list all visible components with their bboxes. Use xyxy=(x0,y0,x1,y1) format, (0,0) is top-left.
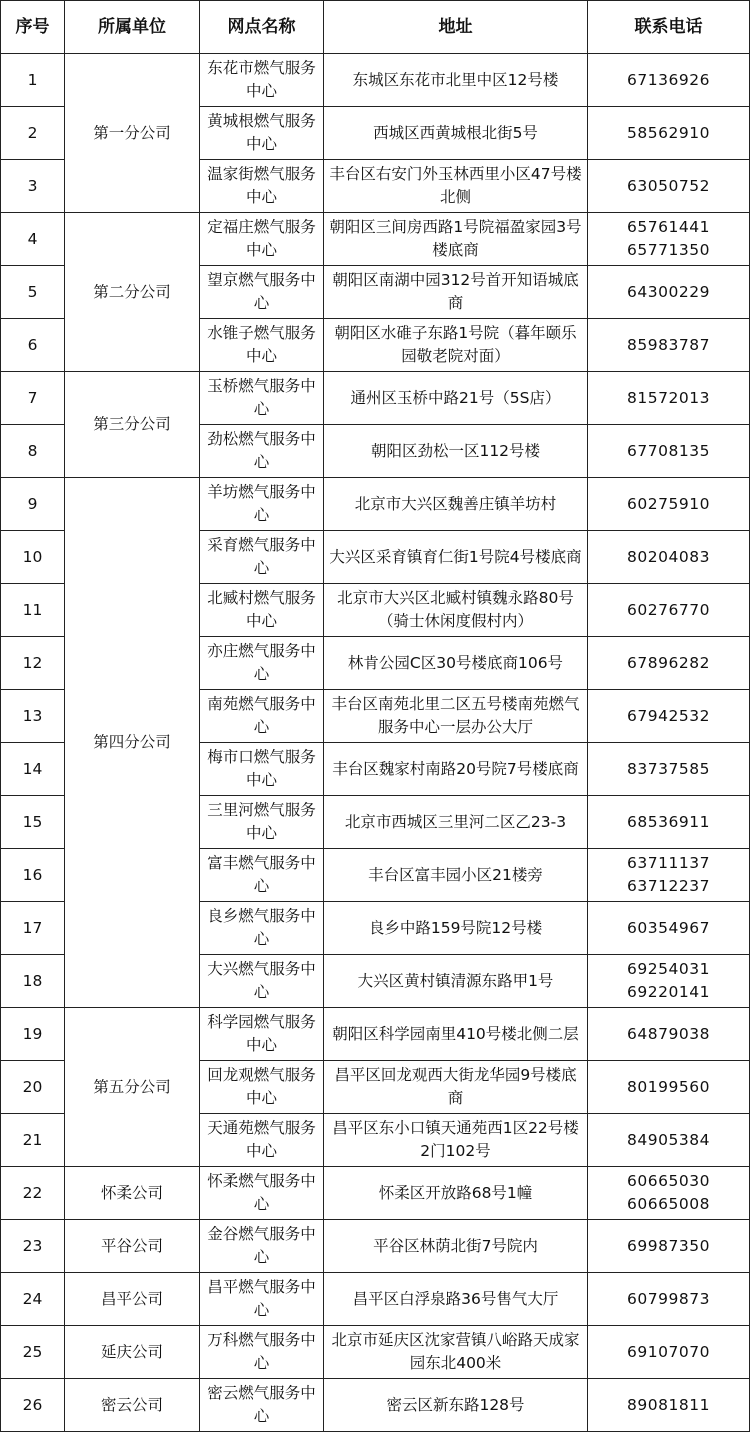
phone-number: 69107070 xyxy=(627,1342,710,1361)
row-number: 12 xyxy=(1,637,65,690)
row-number: 17 xyxy=(1,902,65,955)
center-address: 大兴区黄村镇清源东路甲1号 xyxy=(324,955,588,1008)
row-number: 14 xyxy=(1,743,65,796)
table-row xyxy=(1,1008,750,1061)
unit-name: 昌平公司 xyxy=(65,1273,200,1326)
header-name: 网点名称 xyxy=(200,1,324,54)
center-address: 林肯公园C区30号楼底商106号 xyxy=(324,637,588,690)
center-address: 朝阳区劲松一区112号楼 xyxy=(324,425,588,478)
center-address: 西城区西黄城根北街5号 xyxy=(324,107,588,160)
center-name: 梅市口燃气服务中心 xyxy=(200,743,324,796)
row-number: 5 xyxy=(1,266,65,319)
table-row xyxy=(1,213,750,266)
center-phone xyxy=(588,1114,750,1167)
table-row xyxy=(1,1273,750,1326)
center-address: 朝阳区科学园南里410号楼北侧二层 xyxy=(324,1008,588,1061)
center-address: 怀柔区开放路68号1幢 xyxy=(324,1167,588,1220)
phone-number: 64879038 xyxy=(627,1024,710,1043)
center-name: 定福庄燃气服务中心 xyxy=(200,213,324,266)
unit-name: 第四分公司 xyxy=(65,478,200,1008)
phone-number: 60799873 xyxy=(627,1289,710,1308)
center-phone xyxy=(588,1220,750,1273)
phone-number: 60665030 xyxy=(627,1172,710,1190)
row-number: 13 xyxy=(1,690,65,743)
center-name: 东花市燃气服务中心 xyxy=(200,54,324,107)
center-phone xyxy=(588,1061,750,1114)
phone-number: 67896282 xyxy=(627,653,710,672)
center-address: 朝阳区南湖中园312号首开知语城底商 xyxy=(324,266,588,319)
center-address: 丰台区南苑北里二区五号楼南苑燃气服务中心一层办公大厅 xyxy=(324,690,588,743)
table-row xyxy=(1,478,750,531)
unit-name: 第二分公司 xyxy=(65,213,200,372)
center-name: 万科燃气服务中心 xyxy=(200,1326,324,1379)
center-name: 金谷燃气服务中心 xyxy=(200,1220,324,1273)
center-address: 北京市大兴区北臧村镇魏永路80号（骑士休闲度假村内） xyxy=(324,584,588,637)
phone-number: 84905384 xyxy=(627,1130,710,1149)
header-phone: 联系电话 xyxy=(588,1,750,54)
center-phone xyxy=(588,1167,750,1220)
phone-number: 69220141 xyxy=(627,983,710,1001)
center-phone xyxy=(588,160,750,213)
center-name: 羊坊燃气服务中心 xyxy=(200,478,324,531)
row-number: 21 xyxy=(1,1114,65,1167)
unit-name: 平谷公司 xyxy=(65,1220,200,1273)
center-name: 温家街燃气服务中心 xyxy=(200,160,324,213)
table-row xyxy=(1,1326,750,1379)
phone-number: 63712237 xyxy=(627,877,710,895)
phone-number: 60665008 xyxy=(627,1195,710,1213)
unit-name: 第三分公司 xyxy=(65,372,200,478)
center-address: 密云区新东路128号 xyxy=(324,1379,588,1432)
row-number: 19 xyxy=(1,1008,65,1061)
table-row xyxy=(1,1379,750,1432)
row-number: 18 xyxy=(1,955,65,1008)
center-name: 天通苑燃气服务中心 xyxy=(200,1114,324,1167)
phone-number: 81572013 xyxy=(627,388,710,407)
phone-number: 60354967 xyxy=(627,918,710,937)
phone-number: 67708135 xyxy=(627,441,710,460)
center-address: 丰台区右安门外玉林西里小区47号楼北侧 xyxy=(324,160,588,213)
unit-name: 密云公司 xyxy=(65,1379,200,1432)
phone-number: 80204083 xyxy=(627,547,710,566)
row-number: 6 xyxy=(1,319,65,372)
phone-number: 85983787 xyxy=(627,335,710,354)
header-address: 地址 xyxy=(324,1,588,54)
center-phone xyxy=(588,531,750,584)
center-phone xyxy=(588,849,750,902)
center-name: 亦庄燃气服务中心 xyxy=(200,637,324,690)
center-name: 大兴燃气服务中心 xyxy=(200,955,324,1008)
phone-number: 65771350 xyxy=(627,241,710,259)
row-number: 2 xyxy=(1,107,65,160)
row-number: 7 xyxy=(1,372,65,425)
phone-number: 60275910 xyxy=(627,494,710,513)
center-name: 南苑燃气服务中心 xyxy=(200,690,324,743)
center-name: 黄城根燃气服务中心 xyxy=(200,107,324,160)
phone-number: 69987350 xyxy=(627,1236,710,1255)
phone-number: 89081811 xyxy=(627,1395,710,1414)
center-name: 采育燃气服务中心 xyxy=(200,531,324,584)
unit-name: 第五分公司 xyxy=(65,1008,200,1167)
phone-number: 60276770 xyxy=(627,600,710,619)
center-address: 朝阳区三间房西路1号院福盈家园3号楼底商 xyxy=(324,213,588,266)
center-name: 水锥子燃气服务中心 xyxy=(200,319,324,372)
center-address: 良乡中路159号院12号楼 xyxy=(324,902,588,955)
phone-number: 69254031 xyxy=(627,960,710,978)
center-phone xyxy=(588,54,750,107)
row-number: 23 xyxy=(1,1220,65,1273)
center-phone xyxy=(588,372,750,425)
center-phone xyxy=(588,584,750,637)
center-address: 丰台区富丰园小区21楼旁 xyxy=(324,849,588,902)
center-name: 北臧村燃气服务中心 xyxy=(200,584,324,637)
row-number: 15 xyxy=(1,796,65,849)
row-number: 20 xyxy=(1,1061,65,1114)
row-number: 24 xyxy=(1,1273,65,1326)
row-number: 22 xyxy=(1,1167,65,1220)
center-phone xyxy=(588,690,750,743)
center-name: 科学园燃气服务中心 xyxy=(200,1008,324,1061)
center-phone xyxy=(588,478,750,531)
phone-number: 58562910 xyxy=(627,123,710,142)
center-phone xyxy=(588,1326,750,1379)
row-number: 16 xyxy=(1,849,65,902)
center-name: 密云燃气服务中心 xyxy=(200,1379,324,1432)
center-phone xyxy=(588,1379,750,1432)
row-number: 26 xyxy=(1,1379,65,1432)
center-phone xyxy=(588,425,750,478)
center-phone xyxy=(588,637,750,690)
center-address: 平谷区林荫北街7号院内 xyxy=(324,1220,588,1273)
center-phone xyxy=(588,743,750,796)
phone-number: 63050752 xyxy=(627,176,710,195)
center-name: 三里河燃气服务中心 xyxy=(200,796,324,849)
phone-number: 67136926 xyxy=(627,70,710,89)
header-unit: 所属单位 xyxy=(65,1,200,54)
center-phone xyxy=(588,796,750,849)
row-number: 9 xyxy=(1,478,65,531)
row-number: 8 xyxy=(1,425,65,478)
phone-number: 67942532 xyxy=(627,706,710,725)
center-name: 昌平燃气服务中心 xyxy=(200,1273,324,1326)
row-number: 10 xyxy=(1,531,65,584)
center-phone xyxy=(588,213,750,266)
row-number: 1 xyxy=(1,54,65,107)
center-name: 望京燃气服务中心 xyxy=(200,266,324,319)
center-address: 北京市大兴区魏善庄镇羊坊村 xyxy=(324,478,588,531)
unit-name: 延庆公司 xyxy=(65,1326,200,1379)
center-address: 大兴区采育镇育仁街1号院4号楼底商 xyxy=(324,531,588,584)
center-phone xyxy=(588,1273,750,1326)
row-number: 4 xyxy=(1,213,65,266)
center-address: 丰台区魏家村南路20号院7号楼底商 xyxy=(324,743,588,796)
header-row xyxy=(1,1,750,54)
table-row xyxy=(1,1220,750,1273)
center-name: 良乡燃气服务中心 xyxy=(200,902,324,955)
center-address: 通州区玉桥中路21号（5S店） xyxy=(324,372,588,425)
center-name: 回龙观燃气服务中心 xyxy=(200,1061,324,1114)
row-number: 25 xyxy=(1,1326,65,1379)
table-row xyxy=(1,1167,750,1220)
row-number: 11 xyxy=(1,584,65,637)
table-row xyxy=(1,54,750,107)
phone-number: 64300229 xyxy=(627,282,710,301)
center-phone xyxy=(588,319,750,372)
center-phone xyxy=(588,107,750,160)
center-address: 朝阳区水碓子东路1号院（暮年颐乐园敬老院对面） xyxy=(324,319,588,372)
phone-number: 83737585 xyxy=(627,759,710,778)
phone-number: 80199560 xyxy=(627,1077,710,1096)
header-no: 序号 xyxy=(1,1,65,54)
center-name: 富丰燃气服务中心 xyxy=(200,849,324,902)
table-body xyxy=(1,54,750,1432)
table-row xyxy=(1,372,750,425)
center-address: 昌平区东小口镇天通苑西1区22号楼2门102号 xyxy=(324,1114,588,1167)
phone-number: 65761441 xyxy=(627,218,710,236)
center-name: 玉桥燃气服务中心 xyxy=(200,372,324,425)
center-address: 昌平区白浮泉路36号售气大厅 xyxy=(324,1273,588,1326)
center-name: 怀柔燃气服务中心 xyxy=(200,1167,324,1220)
center-name: 劲松燃气服务中心 xyxy=(200,425,324,478)
center-address: 北京市延庆区沈家营镇八峪路天成家园东北400米 xyxy=(324,1326,588,1379)
center-phone xyxy=(588,955,750,1008)
center-address: 昌平区回龙观西大街龙华园9号楼底商 xyxy=(324,1061,588,1114)
phone-number: 68536911 xyxy=(627,812,710,831)
phone-number: 63711137 xyxy=(627,854,710,872)
center-address: 东城区东花市北里中区12号楼 xyxy=(324,54,588,107)
center-address: 北京市西城区三里河二区乙23-3 xyxy=(324,796,588,849)
center-phone xyxy=(588,1008,750,1061)
center-phone xyxy=(588,266,750,319)
center-phone xyxy=(588,902,750,955)
row-number: 3 xyxy=(1,160,65,213)
unit-name: 第一分公司 xyxy=(65,54,200,213)
unit-name: 怀柔公司 xyxy=(65,1167,200,1220)
